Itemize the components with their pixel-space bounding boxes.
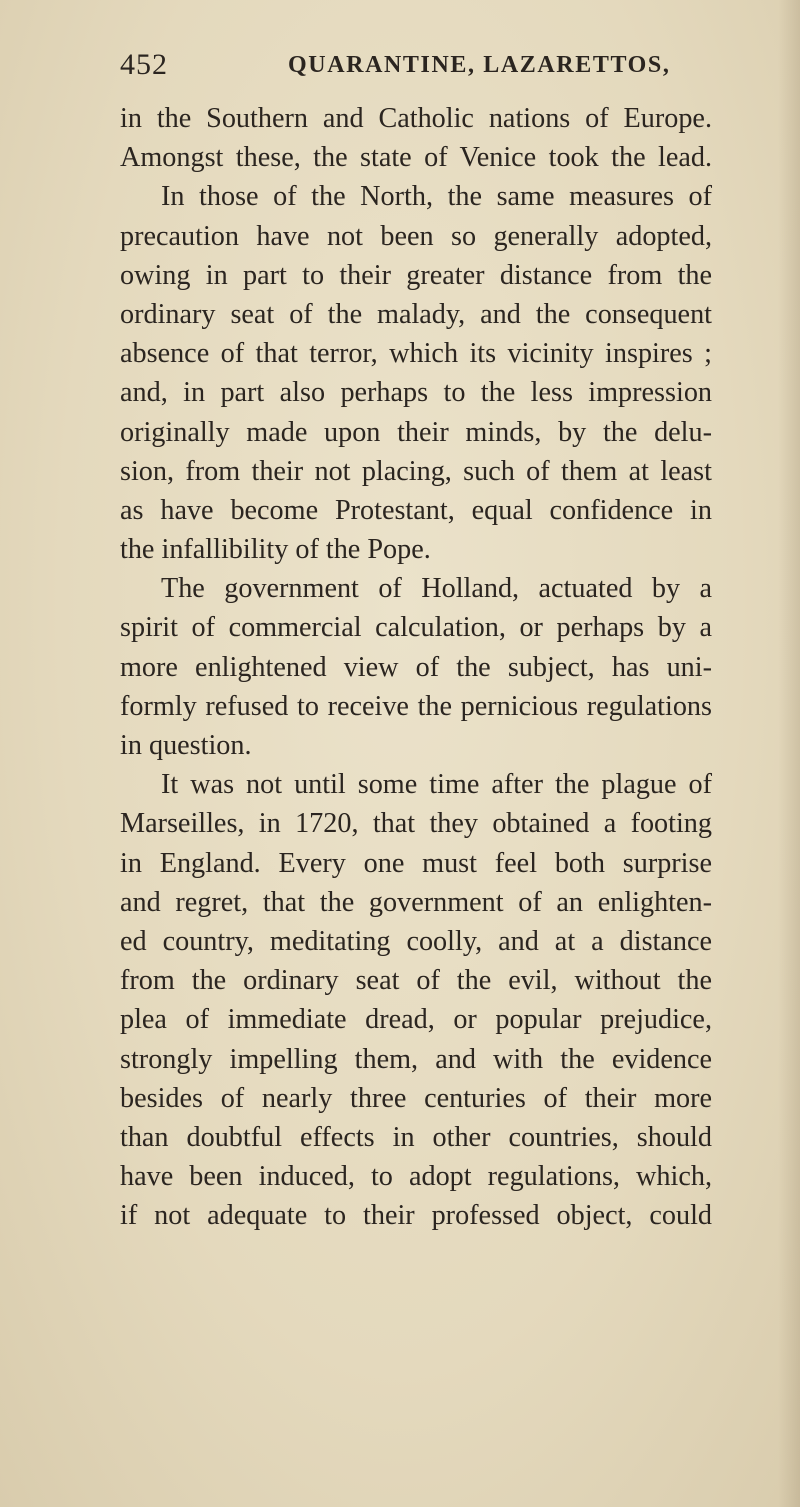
text-line: have been induced, to adopt regulations, which, (120, 1161, 712, 1193)
text-line: The government of Holland, actuated by a (161, 573, 712, 605)
text-line: plea of immediate dread, or popular prejudice, (120, 1004, 712, 1036)
text-line: absence of that terror, which its vicinity inspires ; (120, 338, 712, 370)
text-line: the infallibility of the Pope. (120, 534, 431, 566)
text-line: in question. (120, 730, 252, 761)
text-line: Marseilles, in 1720, that they obtained a footing (120, 808, 712, 840)
text-line: ordinary seat of the malady, and the consequent (120, 298, 712, 330)
text-line: as have become Protestant, equal confidence in (120, 494, 712, 526)
text-line: Amongst these, the state of Venice took the lead. (120, 142, 712, 174)
text-line: besides of nearly three centuries of their more (120, 1082, 712, 1114)
running-head: QUARANTINE, LAZARETTOS, (288, 52, 671, 78)
text-line: owing in part to their greater distance from the (120, 259, 712, 291)
text-line: in the Southern and Catholic nations of Europe. (120, 103, 712, 134)
text-line: sion, from their not placing, such of them at least (120, 455, 712, 487)
text-line: precaution have not been so generally adopted, (120, 220, 712, 252)
text-line: ed country, meditating coolly, and at a distance (120, 925, 712, 957)
text-line: from the ordinary seat of the evil, without the (120, 965, 712, 997)
text-line: in England. Every one must feel both surprise (120, 847, 712, 879)
text-line: It was not until some time after the plague of (161, 769, 712, 801)
text-line: originally made upon their minds, by the delu- (120, 416, 712, 448)
page-number: 452 (120, 48, 168, 81)
page-header (120, 48, 680, 88)
text-line: strongly impelling them, and with the evidence (120, 1043, 712, 1075)
text-line: more enlightened view of the subject, has uni- (120, 651, 712, 683)
text-line: than doubtful effects in other countries, should (120, 1121, 712, 1153)
text-line: if not adequate to their professed object, could (120, 1200, 712, 1232)
page-edge-shadow (778, 0, 800, 1507)
text-line: In those of the North, the same measures of (161, 181, 712, 213)
text-line: formly refused to receive the pernicious regulations (120, 690, 712, 722)
text-line: and, in part also perhaps to the less impression (120, 377, 712, 409)
body-text (120, 99, 712, 1235)
text-line: spirit of commercial calculation, or perhaps by a (120, 612, 712, 644)
text-line: and regret, that the government of an enlighten- (120, 886, 712, 918)
